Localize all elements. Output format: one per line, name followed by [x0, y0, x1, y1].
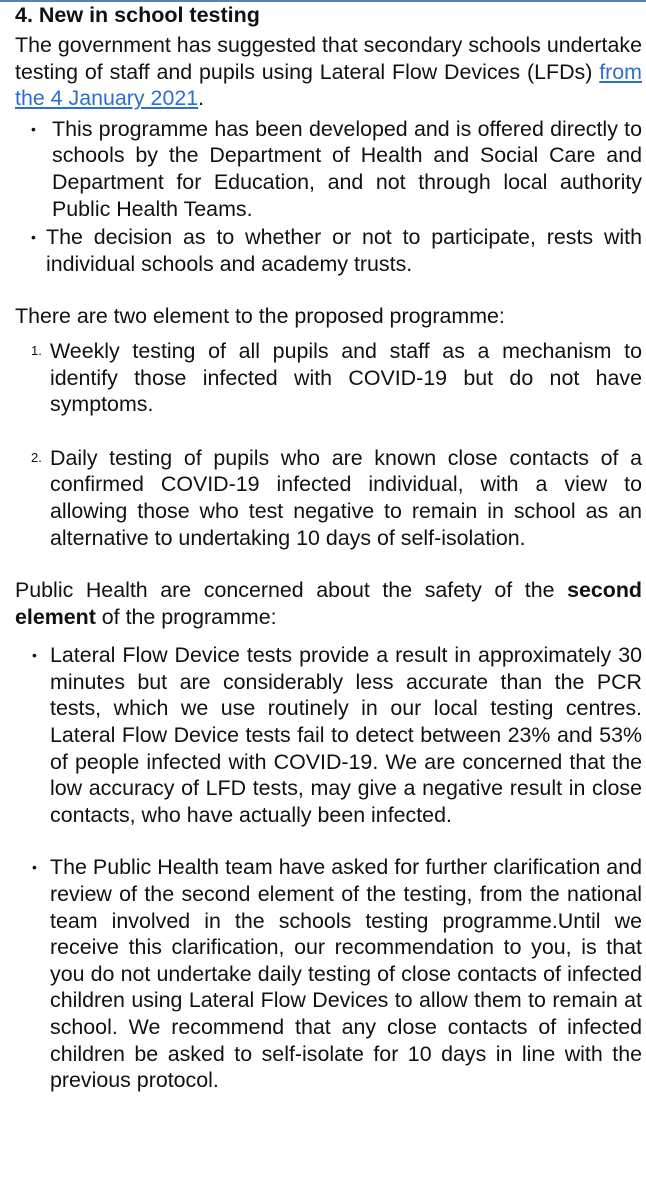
- list-item-text: The decision as to whether or not to participate, rests with individual schools and academy trusts.: [46, 225, 642, 276]
- list-item: [15, 854, 642, 1093]
- bullet-icon: •: [31, 229, 36, 246]
- elements-intro: There are two element to the proposed programme:: [15, 304, 505, 329]
- bullet-icon: •: [31, 120, 36, 137]
- concern-paragraph: [15, 577, 642, 630]
- list-item-text: Lateral Flow Device tests provide a result in approximately 30 minutes but are considerably less accurate than the PCR tests, which we use routinely in our local testing centres. Lateral Flow Device tests fail to detect between 23% and 53% of people infected with COVID-19. We are concerned that the low accuracy of LFD tests, may give a negative result in close contacts, who have actually been infected.: [50, 643, 642, 827]
- list-item-text: The Public Health team have asked for further clarification and review of the second element of the testing, from the national team involved in the schools testing programme.Until we receive this clarification, our recommendation to you, is that you do not undertake daily testing of close contacts of infected children using Lateral Flow Devices to allow them to remain at school. We recommend that any close contacts of infected children be asked to self-isolate for 10 days in line with the previous protocol.: [50, 855, 642, 1093]
- list-item: [15, 445, 642, 551]
- list-number: 2.: [31, 449, 42, 465]
- concern-emphasis: second element: [15, 578, 642, 629]
- section-heading: 4. New in school testing: [15, 3, 260, 27]
- list-number: 1.: [31, 342, 42, 358]
- list-item: [15, 642, 642, 828]
- date-link[interactable]: from the 4 January 2021: [15, 59, 642, 111]
- list-item-text: Daily testing of pupils who are known close contacts of a confirmed COVID-19 infected individual, with a view to allowing those who test negative to remain in school as an alternative to undertaking 10 days of self-isolation.: [50, 445, 642, 550]
- list-item-text: Weekly testing of all pupils and staff as a mechanism to identify those infected with COVID-19 but do not have symptoms.: [50, 338, 642, 417]
- list-item: [15, 338, 642, 418]
- concern-text-end: of the programme:: [95, 604, 277, 629]
- concern-text: Public Health are concerned about the safety of the: [15, 578, 568, 603]
- bullet-icon: •: [32, 647, 37, 664]
- list-item: [15, 224, 642, 277]
- programme-notes-list: [15, 116, 642, 278]
- intro-text: The government has suggested that secondary schools undertake testing of staff and pupils using Lateral Flow Devices (LFDs): [15, 33, 642, 84]
- list-item-text: This programme has been developed and is offered directly to schools by the Department of Health and Social Care and Department for Education, and not through local authority Public Health Teams.: [52, 116, 642, 221]
- bullet-icon: •: [32, 859, 37, 876]
- list-item: [15, 116, 642, 222]
- elements-list: [15, 338, 642, 551]
- intro-paragraph: [15, 32, 642, 112]
- intro-end: .: [198, 86, 205, 111]
- concern-list: [15, 642, 642, 1094]
